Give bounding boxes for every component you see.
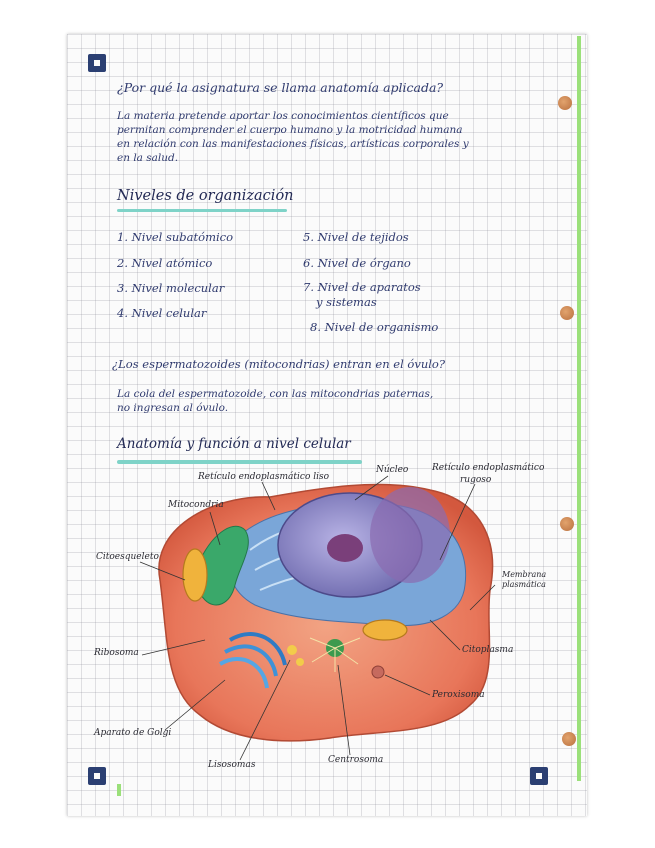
level-item: 6. Nivel de órgano xyxy=(303,256,411,270)
answer-1-line: en relación con las manifestaciones físicas, artísticas corporales y xyxy=(117,138,469,150)
label-rough-er: Retículo endoplasmático xyxy=(432,463,545,473)
answer-2-line: La cola del espermatozoide, con las mitocondrias paternas, xyxy=(117,388,434,400)
mitochondrion-shape xyxy=(363,620,407,640)
level-item: 5. Nivel de tejidos xyxy=(303,230,409,244)
label-centrosome: Centrosoma xyxy=(328,755,384,765)
label-smooth-er: Retículo endoplasmático liso xyxy=(198,472,330,482)
question-1: ¿Por qué la asignatura se llama anatomía aplicada? xyxy=(117,80,444,95)
level-item: 7. Nivel de aparatos xyxy=(303,280,421,294)
level-item: 4. Nivel celular xyxy=(117,306,207,320)
label-cytoplasm: Citoplasma xyxy=(462,645,514,655)
label-rough-er: rugoso xyxy=(460,475,492,485)
label-peroxisome: Peroxisoma xyxy=(432,690,485,700)
level-item: y sistemas xyxy=(316,295,377,309)
label-membrane: plasmática xyxy=(502,580,546,589)
label-ribosome: Ribosoma xyxy=(94,648,139,658)
label-golgi: Aparato de Golgi xyxy=(94,728,172,738)
label-cytoskeleton: Citoesqueleto xyxy=(96,552,159,562)
label-lysosomes: Lisosomas xyxy=(208,760,256,770)
answer-2-line: no ingresan al óvulo. xyxy=(117,402,229,414)
label-mitochondria: Mitocondria xyxy=(168,500,224,510)
mitochondrion-shape xyxy=(183,549,207,601)
level-item: 8. Nivel de organismo xyxy=(310,320,439,334)
heading-levels: Niveles de organización xyxy=(117,188,294,204)
nucleolus-shape xyxy=(327,534,363,562)
answer-1-line: permitan comprender el cuerpo humano y la motricidad humana xyxy=(117,124,463,136)
level-item: 3. Nivel molecular xyxy=(117,281,225,295)
answer-1-line: La materia pretende aportar los conocimientos científicos que xyxy=(117,110,449,122)
level-item: 1. Nivel subatómico xyxy=(117,230,234,244)
answer-1-line: en la salud. xyxy=(117,152,179,164)
question-2: ¿Los espermatozoides (mitocondrias) entran en el óvulo? xyxy=(112,357,446,371)
label-membrane: Membrana xyxy=(502,570,547,579)
level-item: 2. Nivel atómico xyxy=(117,256,213,270)
label-nucleus: Núcleo xyxy=(376,465,409,475)
heading-cell: Anatomía y función a nivel celular xyxy=(117,436,351,452)
